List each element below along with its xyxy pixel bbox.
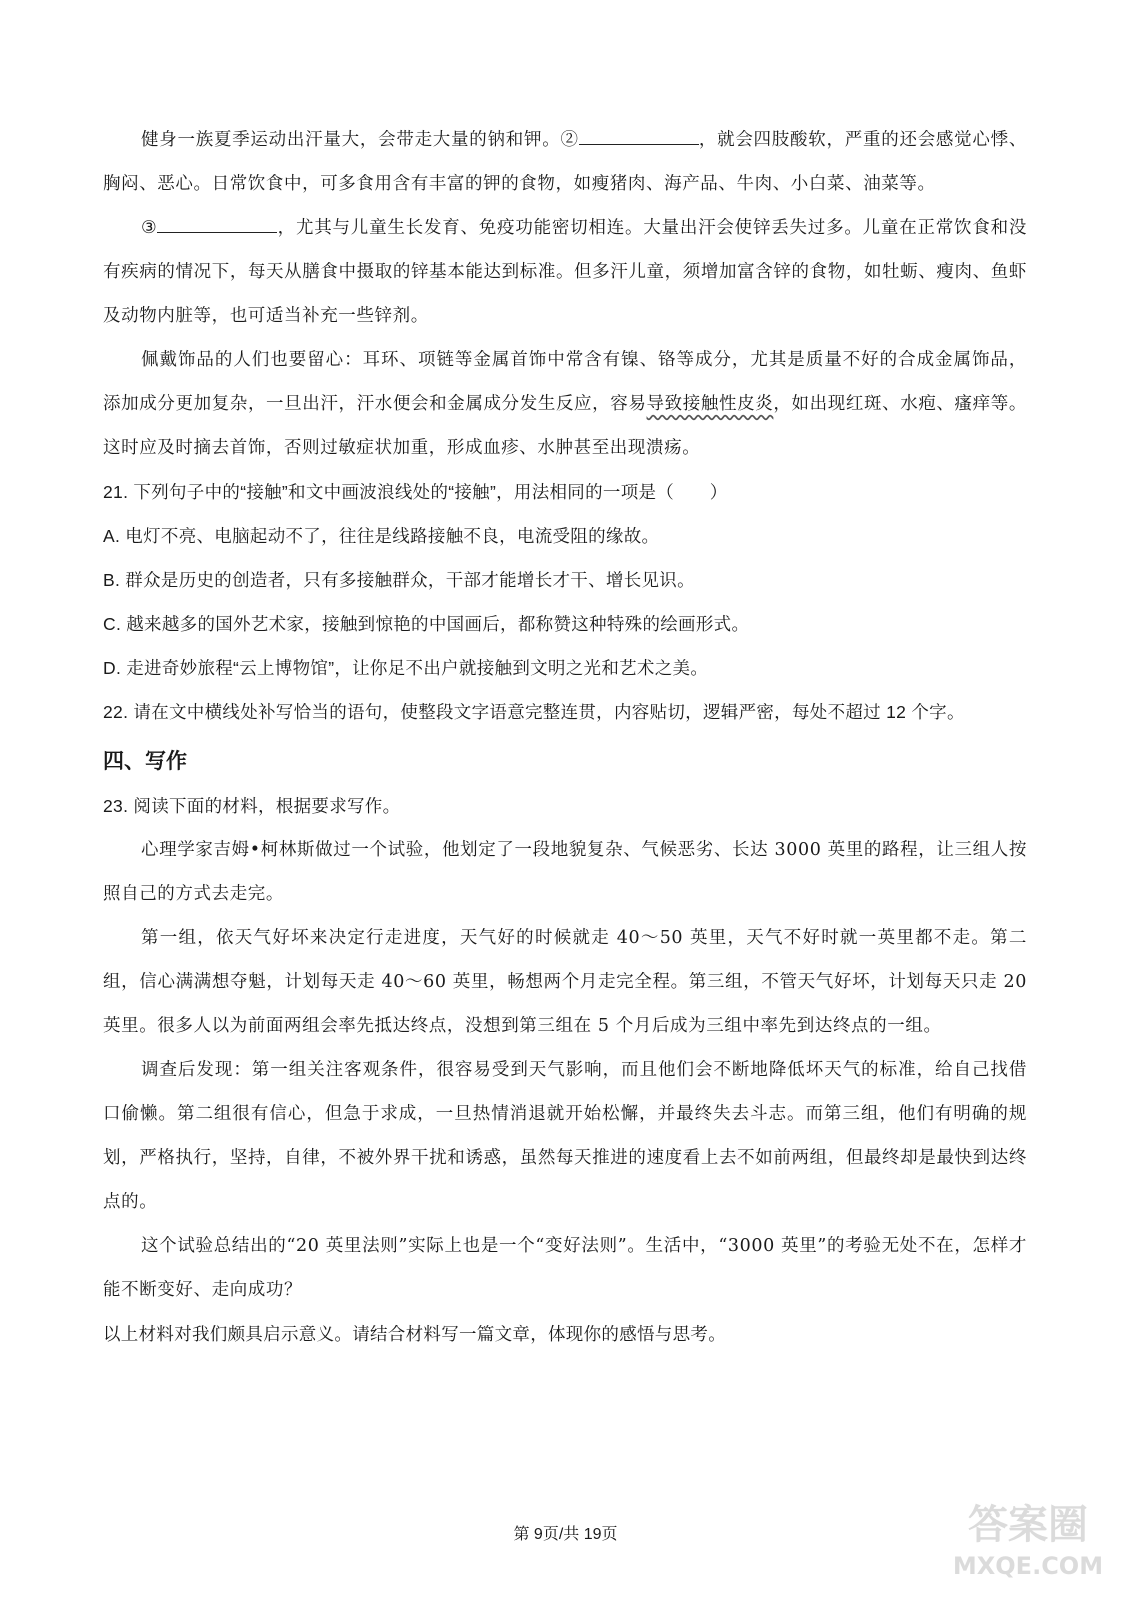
passage-paragraph-2 (103, 206, 1027, 338)
material-paragraph-2: 第一组，依天气好坏来决定行走进度，天气好的时候就走 40～50 英里，天气不好时就一英里都不走。第二组，信心满满想夺魁，计划每天走 40～60 英里，畅想两个月走完全程。第三组，不管天气好坏，计划每天只走 20 英里。很多人以为前面两组会率先抵达终点，没想到第三组在 5 个月后成为三组中率先到达终点的一组。 (103, 928, 1027, 1036)
passage-text: ③ (141, 218, 158, 238)
passage-text: 健身一族夏季运动出汗量大，会带走大量的钠和钾。② (141, 130, 579, 150)
exam-page (103, 118, 1027, 1356)
material-paragraph-1: 心理学家吉姆•柯林斯做过一个试验，他划定了一段地貌复杂、气候恶劣、长达 3000 英里的路程，让三组人按照自己的方式去走完。 (103, 840, 1027, 904)
svg-text:MXQE.COM: MXQE.COM (952, 1552, 1104, 1580)
passage-paragraph-3 (103, 338, 1027, 470)
passage-text: ，尤其与儿童生长发育、免疫功能密切相连。大量出汗会使锌丢失过多。儿童在正常饮食和没有疾病的情况下，每天从膳食中摄取的锌基本能达到标准。但多汗儿童，须增加富含锌的食物，如牡蛎、瘦肉、鱼虾及动物内脏等，也可适当补充一些锌剂。 (103, 218, 1027, 326)
question-21-option-a[interactable]: A. 电灯不亮、电脑起动不了，往往是线路接触不良，电流受阻的缘故。 (103, 526, 660, 546)
question-21-option-c[interactable]: C. 越来越多的国外艺术家，接触到惊艳的中国画后，都称赞这种特殊的绘画形式。 (103, 614, 750, 634)
passage-text: 佩戴饰品的人们也要留心：耳环、项链等金属首饰中常含有镍、铬等成分，尤其是质量不好的合成金属饰品，添加成分更加复杂，一旦出汗，汗水便会和金属成分发生反应，容易 (103, 350, 1027, 414)
watermark-logo (943, 1486, 1113, 1586)
question-21-option-d[interactable]: D. 走进奇妙旅程“云上博物馆”，让你足不出户就接触到文明之光和艺术之美。 (103, 658, 709, 678)
svg-text:答案圈: 答案圈 (968, 1502, 1088, 1548)
watermark-icon (943, 1486, 1113, 1586)
question-21-stem: 21. 下列句子中的“接触”和文中画波浪线处的“接触”，用法相同的一项是（ ） (103, 482, 728, 502)
wavy-underlined-text: 导致接触性皮炎 (646, 394, 774, 414)
section-title-writing: 四、写作 (103, 749, 187, 773)
answer-blank-2[interactable] (579, 124, 699, 145)
passage-text: ，就会四肢酸软，严重的还会感觉心悸、胸闷、恶心。日常饮食中，可多食用含有丰富的钾的食物，如瘦猪肉、海产品、牛肉、小白菜、油菜等。 (103, 130, 1027, 194)
answer-blank-3[interactable] (157, 212, 277, 233)
question-23-stem: 23. 阅读下面的材料，根据要求写作。 (103, 796, 401, 816)
material-paragraph-4: 这个试验总结出的“20 英里法则”实际上也是一个“变好法则”。生活中，“3000 英里”的考验无处不在，怎样才能不断变好、走向成功？ (103, 1236, 1027, 1300)
material-paragraph-3: 调查后发现：第一组关注客观条件，很容易受到天气影响，而且他们会不断地降低坏天气的标准，给自己找借口偷懒。第二组很有信心，但急于求成，一旦热情消退就开始松懈，并最终失去斗志。而第三组，他们有明确的规划，严格执行，坚持，自律，不被外界干扰和诱惑，虽然每天推进的速度看上去不如前两组，但最终却是最快到达终点的。 (103, 1060, 1027, 1212)
passage-text: ，如出现红斑、水疱、瘙痒等。这时应及时摘去首饰，否则过敏症状加重，形成血疹、水肿甚至出现溃疡。 (103, 394, 1028, 458)
passage-paragraph-1 (103, 118, 1027, 206)
question-21-option-b[interactable]: B. 群众是历史的创造者，只有多接触群众，干部才能增长才干、增长见识。 (103, 570, 695, 590)
question-22-stem: 22. 请在文中横线处补写恰当的语句，使整段文字语意完整连贯，内容贴切，逻辑严密，每处不超过 12 个字。 (103, 702, 965, 722)
page-number: 第 9页/共 19页 (513, 1526, 618, 1543)
writing-requirement: 以上材料对我们颇具启示意义。请结合材料写一篇文章，体现你的感悟与思考。 (103, 1324, 726, 1344)
